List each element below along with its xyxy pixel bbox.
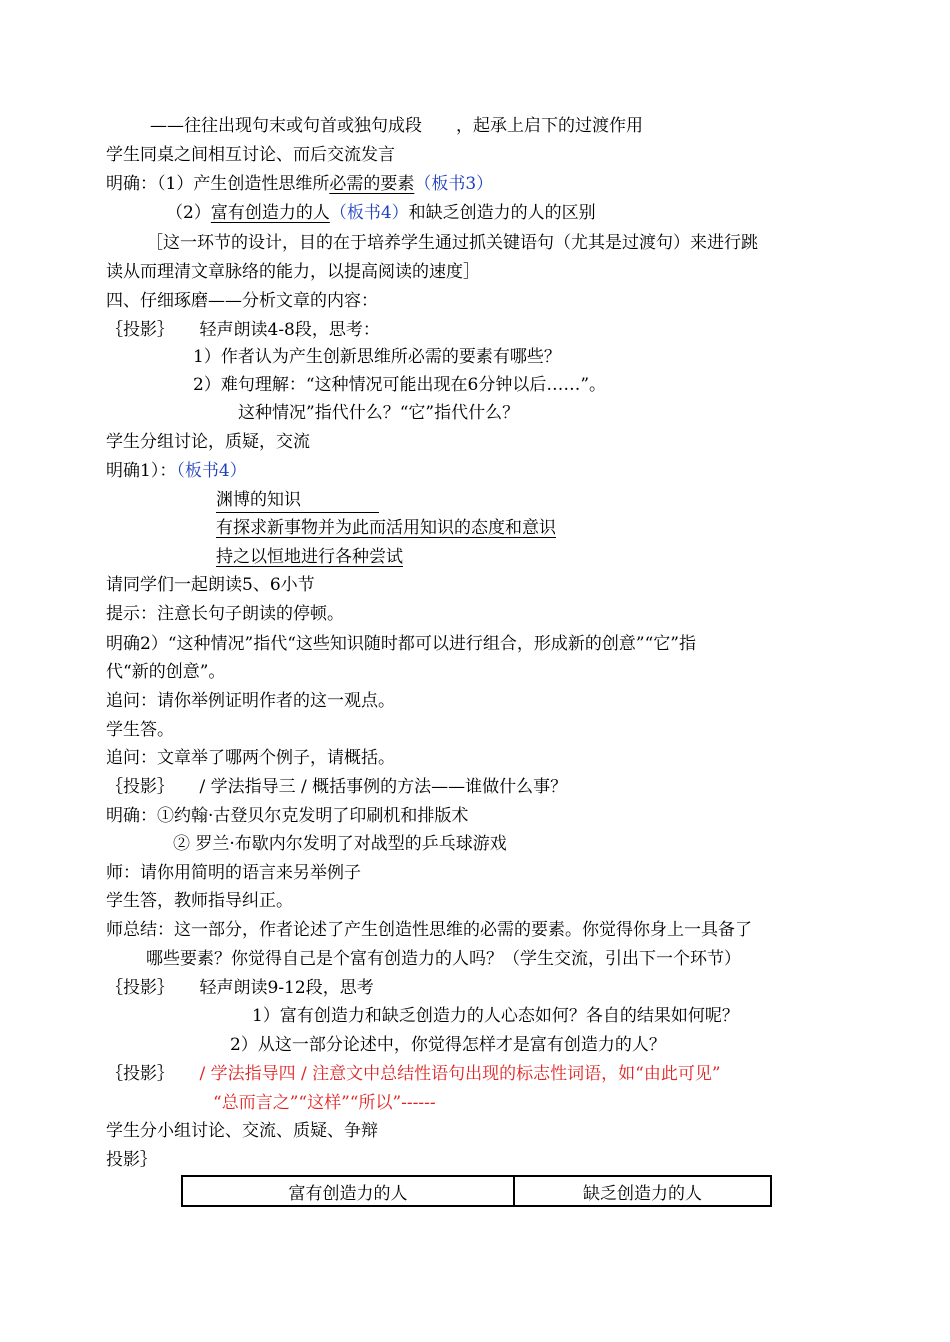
text-line-read-aloud: 请同学们一起朗读5、6小节 (106, 575, 315, 595)
text-line-clarify-1 (106, 172, 493, 196)
method-guide-red-cont: “总而言之”“这样”“所以”------ (213, 1093, 436, 1113)
text-line-example-1: 明确：①约翰·古登贝尔克发明了印刷机和排版术 (106, 806, 469, 826)
text-fragment: 明确：（1）产生创造性思维所 (106, 174, 330, 194)
text-line-teacher-prompt: 师：请你用简明的语言来另举例子 (106, 863, 361, 883)
text-line-student-answer: 学生答。 (106, 720, 174, 740)
question-4: 2）从这一部分论述中，你觉得怎样才是富有创造力的人？ (230, 1035, 666, 1055)
question-3: 1）富有创造力和缺乏创造力的人心态如何？各自的结果如何呢？ (252, 1006, 739, 1026)
text-line-projection-5: 投影｝ (106, 1150, 157, 1170)
text-line-projection-2: ｛投影｝ / 学法指导三 / 概括事例的方法——谁做什么事？ (106, 777, 568, 797)
text-line-group-discuss: 学生分组讨论，质疑，交流 (106, 432, 310, 452)
text-line-transition: ——往往出现句末或句首或独句成段 ，起承上启下的过渡作用 (150, 116, 643, 136)
comparison-table (181, 1175, 772, 1207)
board-item-1: 渊博的知识 (216, 490, 301, 510)
text-line-summary-cont: 哪些要素？你觉得自己是个富有创造力的人吗？（学生交流，引出下一个环节） (146, 949, 741, 969)
text-line-projection-1: ｛投影｝ 轻声朗读4-8段，思考： (106, 320, 380, 340)
text-line-student-correct: 学生答，教师指导纠正。 (106, 891, 293, 911)
text-line-design-note: ［这一环节的设计，目的在于培养学生通过抓关键语句（尤其是过渡句）来进行跳 (146, 233, 758, 253)
text-line-clarify-4-cont: 代“新的创意”。 (106, 662, 226, 682)
text-fragment: （2） (166, 203, 211, 223)
underlined-phrase: 富有创造力的人 (210, 203, 330, 223)
underlined-phrase: 必需的要素 (329, 174, 415, 194)
board-item-2: 有探求新事物并为此而活用知识的态度和意识 (216, 518, 556, 538)
text-line-group-debate: 学生分小组讨论、交流、质疑、争辩 (106, 1121, 378, 1141)
section-heading: 四、仔细琢磨——分析文章的内容： (106, 291, 378, 311)
board-note: （板书4） (176, 461, 247, 481)
table-row (182, 1176, 771, 1206)
question-1: 1）作者认为产生创新思维所必需的要素有哪些？ (193, 347, 561, 367)
table-header-creative: 富有创造力的人 (182, 1176, 514, 1206)
question-2-detail: 这种情况”指代什么？“它”指代什么？ (238, 403, 520, 423)
text-line-hint: 提示：注意长句子朗读的停顿。 (106, 604, 344, 624)
text-line-example-2: ② 罗兰·布歇内尔发明了对战型的乒乓球游戏 (173, 834, 507, 854)
text-line-clarify-2 (166, 201, 596, 225)
text-fragment: ｛投影｝ (106, 1064, 200, 1084)
text-fragment: 明确1）： (106, 461, 177, 481)
text-fragment: 和缺乏创造力的人的区别 (408, 203, 596, 223)
text-line-clarify-3 (106, 459, 247, 483)
board-note: （板书3） (414, 174, 494, 194)
question-2: 2）难句理解：“这种情况可能出现在6分钟以后……”。 (193, 375, 607, 395)
text-line-follow-up-1: 追问：请你举例证明作者的这一观点。 (106, 691, 395, 711)
board-note: （板书4） (329, 203, 409, 223)
text-line-design-note-cont: 读从而理清文章脉络的能力，以提高阅读的速度］ (106, 262, 480, 282)
text-line-discussion: 学生同桌之间相互讨论、而后交流发言 (106, 145, 395, 165)
text-line-projection-4 (106, 1062, 721, 1086)
table-header-uncreative: 缺乏创造力的人 (514, 1176, 771, 1206)
text-line-projection-3: ｛投影｝ 轻声朗读9-12段，思考 (106, 978, 374, 998)
text-line-follow-up-2: 追问：文章举了哪两个例子，请概括。 (106, 748, 395, 768)
method-guide-red: / 学法指导四 / 注意文中总结性语句出现的标志性词语，如“由此可见” (199, 1064, 721, 1084)
text-line-summary: 师总结：这一部分，作者论述了产生创造性思维的必需的要素。你觉得你身上一具备了 (106, 920, 752, 940)
text-line-clarify-4: 明确2）“这种情况”指代“这些知识随时都可以进行组合，形成新的创意”“它”指 (106, 634, 696, 654)
board-item-3: 持之以恒地进行各种尝试 (216, 547, 403, 567)
underline-rule (216, 512, 379, 513)
